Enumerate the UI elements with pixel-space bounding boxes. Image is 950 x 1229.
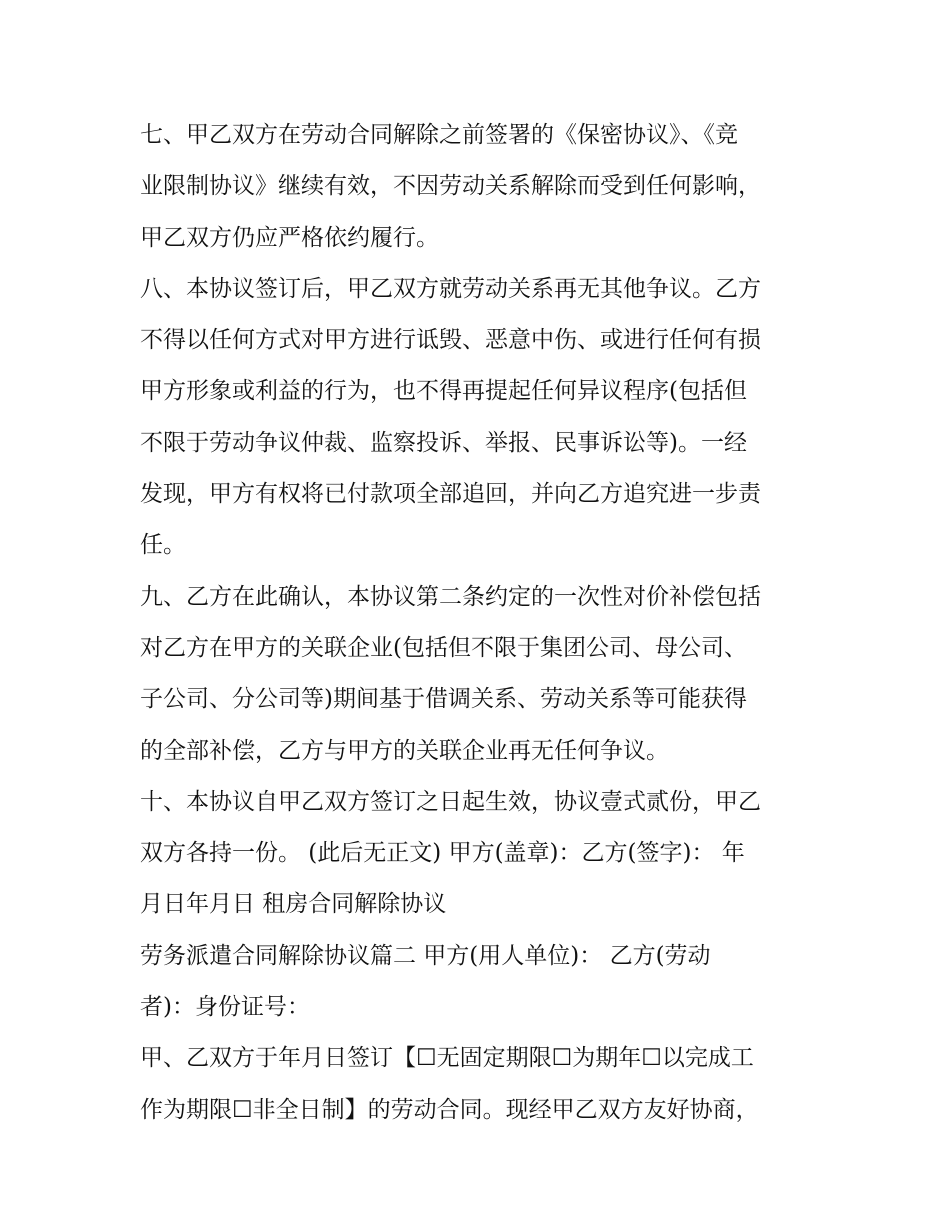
text-line: 作为期限☐非全日制】的劳动合同。现经甲乙双方友好协商，	[140, 1096, 759, 1123]
text-line: 不限于劳动争议仲裁、监察投诉、举报、民事诉讼等)。一经	[140, 429, 747, 456]
text-line: 双方各持一份。 (此后无正文) 甲方(盖章)：乙方(签字)： 年	[140, 840, 745, 867]
text-line: 子公司、分公司等)期间基于借调关系、劳动关系等可能获得	[140, 686, 747, 713]
text-line: 月日年月日 租房合同解除协议	[140, 891, 447, 918]
text-line: 甲乙双方仍应严格依约履行。	[140, 224, 439, 251]
text-line: 不得以任何方式对甲方进行诋毁、恶意中伤、或进行任何有损	[140, 327, 761, 354]
text-line: 九、乙方在此确认，本协议第二条约定的一次性对价补偿包括	[140, 583, 761, 610]
text-line: 任。	[140, 532, 186, 559]
text-line: 甲方形象或利益的行为，也不得再提起任何异议程序(包括但	[140, 378, 747, 405]
text-line: 的全部补偿，乙方与甲方的关联企业再无任何争议。	[140, 737, 669, 764]
text-line: 业限制协议》继续有效，不因劳动关系解除而受到任何影响，	[140, 173, 761, 200]
text-line: 者)：身份证号：	[140, 994, 310, 1021]
text-line: 十、本协议自甲乙双方签订之日起生效，协议壹式贰份，甲乙	[140, 788, 761, 815]
text-line: 对乙方在甲方的关联企业(包括但不限于集团公司、母公司、	[140, 634, 747, 661]
document-body	[140, 110, 820, 1136]
text-line: 甲、乙双方于年月日签订【☐无固定期限☐为期年☐以完成工	[140, 1045, 754, 1072]
text-line: 七、甲乙双方在劳动合同解除之前签署的《保密协议》、《竞	[140, 122, 738, 148]
text-line: 劳务派遣合同解除协议篇二 甲方(用人单位)： 乙方(劳动	[140, 942, 711, 969]
text-line: 八、本协议签订后，甲乙双方就劳动关系再无其他争议。乙方	[140, 275, 761, 302]
text-line: 发现，甲方有权将已付款项全部追回，并向乙方追究进一步责	[140, 481, 761, 508]
